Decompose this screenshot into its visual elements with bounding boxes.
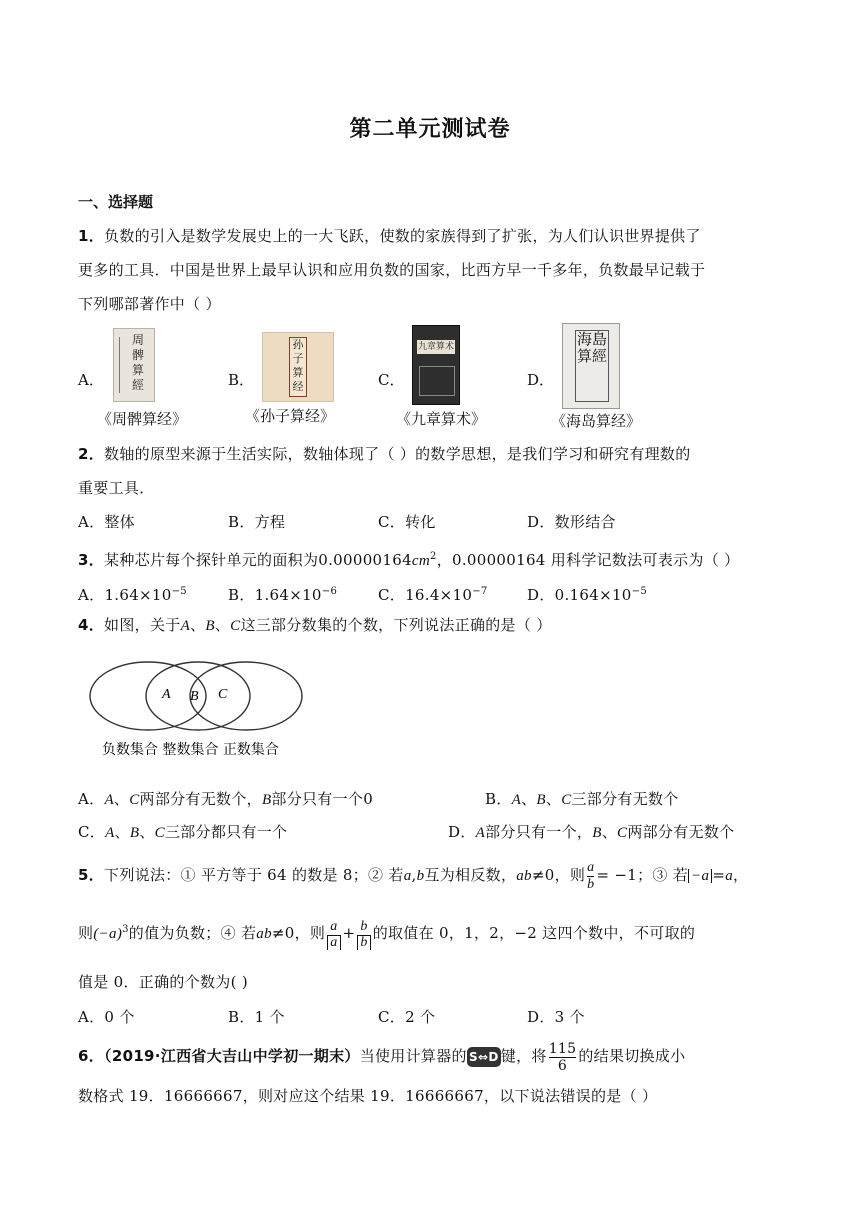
q1-option-d-letter: D． <box>527 371 555 389</box>
q5-line2: 则$(-a)^3$的值为负数；④ 若ab≠0，则 $\frac{a}{a}$ + $\frac{b}{b}$ 的取值在 0，1，2，−2 这四个数中，不可取的 <box>78 918 696 950</box>
q4-option-b: B．A、B、C三部分有无数个 <box>485 790 679 808</box>
q1-caption-c: 《九章算术》 <box>396 410 487 428</box>
q1-line3: 下列哪部著作中（ ） <box>78 295 221 313</box>
q5-line3: 值是 0．正确的个数为( ) <box>78 973 248 991</box>
venn-label-a: A <box>162 687 171 702</box>
section-heading: 一、选择题 <box>78 193 154 211</box>
book-cover-zhoubi: 周髀算經 <box>113 328 155 402</box>
page-title: 第二单元测试卷 <box>349 117 511 142</box>
q1-line2: 更多的工具．中国是世界上最早认识和应用负数的国家，比西方早一千多年，负数最早记载于 <box>78 261 706 279</box>
q6-line1: 6．（2019·江西省大吉山中学初一期末）当使用计算器的 S⇔D 键，将 $\frac{115}{6}$ 的结果切换成小 <box>78 1040 686 1074</box>
book-cover-sunzi: 孙子算经 <box>262 332 334 402</box>
venn-captions: 负数集合 整数集合 正数集合 <box>102 742 279 758</box>
q1-caption-b: 《孙子算经》 <box>245 407 336 425</box>
q3-line1: 3．某种芯片每个探针单元的面积为$0.00000164cm^2$，0.00000164 用科学记数法可表示为（ ） <box>78 551 740 569</box>
venn-diagram <box>86 660 308 760</box>
book-cover-jiuzhang: 九章算术 <box>412 325 460 405</box>
venn-positive-circle <box>190 662 302 730</box>
venn-label-b: B <box>190 689 199 704</box>
q5-line1: 5．下列说法：① 平方等于 64 的数是 8；② 若a,b互为相反数，ab≠0，则 $\frac{a}{b}$ = −1；③ 若 −a =a， <box>78 859 749 892</box>
q2-line1: 2．数轴的原型来源于生活实际，数轴体现了（ ）的数学思想，是我们学习和研究有理数的 <box>78 445 691 463</box>
q2-line2: 重要工具． <box>78 479 155 497</box>
venn-label-c: C <box>218 687 228 702</box>
q1-caption-d: 《海岛算经》 <box>551 412 642 430</box>
q1-option-a-letter: A． <box>78 371 104 389</box>
q4-option-d: D．A部分只有一个，B、C两部分有无数个 <box>448 823 735 841</box>
q1-line1: 1．负数的引入是数学发展史上的一大飞跃，使数的家族得到了扩张，为人们认识世界提供了 <box>78 227 701 245</box>
venn-negative-circle <box>90 662 206 730</box>
q4-line1: 4．如图，关于A、B、C这三部分数集的个数，下列说法正确的是（ ） <box>78 616 552 634</box>
q6-line2: 数格式 19．16666667，则对应这个结果 19．16666667，以下说法错误的是（ ） <box>78 1087 658 1105</box>
q1-caption-a: 《周髀算经》 <box>97 410 188 428</box>
q4-option-c: C．A、B、C三部分都只有一个 <box>78 823 288 841</box>
page: 第二单元测试卷 一、选择题 1．负数的引入是数学发展史上的一大飞跃，使数的家族得到了扩张，为人们认识世界提供了 更多的工具．中国是世界上最早认识和应用负数的国家，比西方早一千多年，负数最早记载于 下列哪部著作中（ ） A． 周髀算經 《周髀算经》 B． 孙子算经 《孙子算经》 C． 九章算术 《九章算术》 D． 海島算經 《海岛算经》 2．数轴的原型来源于生活实际，数轴体现了（ ）的数学思想，是我们学习和研究有理数的 重要工具． A．整体 B．方程 C．转化 D．数形结合 3．某种芯片每个探针单元的面积为$0.00000164cm^2$，0.00000164 用科学记数法可表示为（ ） A．$1.64\times 10^{-5}$ B．$1.64\times 10^{-6}$ C．$16.4\times 10^{-7}$ D．$0.164\times 10^{-5}$ 4．如图，关于A、B、C这三部分数集的个数，下列说法正确的是（ ） A B C 负数集合 整数集合 正数集合 A．A、C两部分有无数个，B部分只有一个0 B．A、B、C三部分有无数个 C．A、B、C三部分都只有一个 D．A部分只有一个，B、C两部分有无数个 5．下列说法：① 平方等于 64 的数是 8；② 若a,b互为相反数，ab≠0，则 $\frac{a}{b}$ = −1；③ 若 −a =a， 则$(-a)^3$的值为负数；④ 若ab≠0，则 $\frac{a}{a}$ + $\frac{b}{b}$ 的取值在 0，1，2，−2 这四个数中，不可取的 值是 0．正确的个数为( ) A．0 个 B．1 个 C．2 个 D．3 个 6．（2019·江西省大吉山中学初一期末）当使用计算器的 S⇔D 键，将 $\frac{115}{6}$ 的结果切换成小 数格式 19．16666667，则对应这个结果 19．16666667，以下说法错误的是（ ） <box>0 0 860 1216</box>
book-cover-haidao: 海島算經 <box>562 323 620 409</box>
q4-option-a: A．A、C两部分有无数个，B部分只有一个0 <box>78 790 374 808</box>
q1-option-b-letter: B． <box>228 371 255 389</box>
q1-option-c-letter: C． <box>378 371 405 389</box>
sod-key-icon: S⇔D <box>467 1047 501 1067</box>
